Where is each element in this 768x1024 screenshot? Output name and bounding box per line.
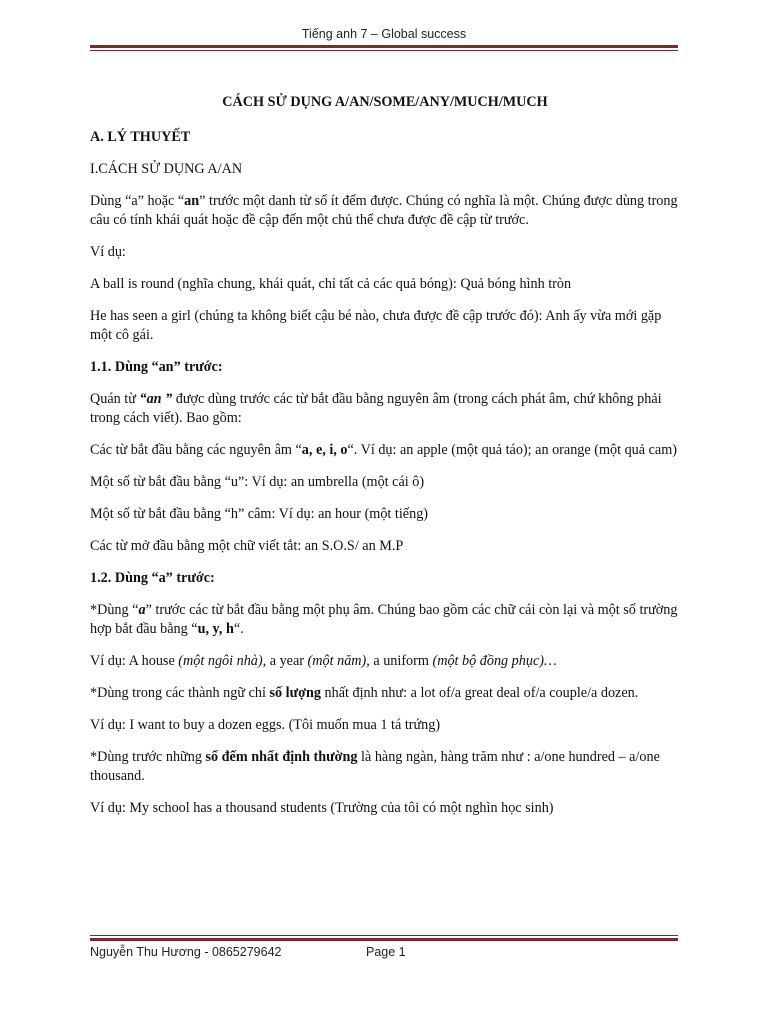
document-title: CÁCH SỬ DỤNG A/AN/SOME/ANY/MUCH/MUCH: [222, 94, 548, 110]
paragraph-9: Các từ mở đầu bằng một chữ viết tắt: an S.O.S/ an M.P: [90, 538, 404, 554]
text-run: ” trước các từ bắt đầu bằng một phụ âm. Chúng bao gồm các chữ cái còn lại và một số trường hợp bắt đầu bằng “: [90, 602, 678, 637]
bold-run: a, e, i, o: [301, 442, 348, 458]
paragraph-12: [90, 684, 680, 703]
text-run: ” trước một danh từ số ít đếm được. Chúng có nghĩa là một. Chúng được dùng trong câu có tính khái quát hoặc đề cập đến một chủ thể chưa được đề cập từ trước.: [90, 193, 678, 228]
italic-run: (một bộ đồng phục)…: [432, 653, 557, 669]
paragraph-11: [90, 652, 680, 671]
paragraph-15: Ví dụ: My school has a thousand students (Trường của tôi có một nghìn học sinh): [90, 800, 554, 816]
footer-author: Nguyễn Thu Hương - 0865279642: [90, 945, 282, 959]
section-heading-a: A. LÝ THUYẾT: [90, 129, 191, 145]
text-run: nhất định như: a lot of/a great deal of/a couple/a dozen.: [320, 685, 639, 701]
paragraph-4: He has seen a girl (chúng ta không biết cậu bé nào, chưa được đề cập trước đó): Anh ấy vừa mới gặp một cô gái.: [90, 308, 662, 343]
footer-divider: [90, 935, 678, 941]
subheading-1-1: 1.1. Dùng “an” trước:: [90, 359, 223, 375]
page-header: Tiếng anh 7 – Global success: [301, 27, 467, 41]
text-run: Ví dụ: A house: [90, 653, 179, 669]
text-run: *Dùng trong các thành ngữ chỉ: [90, 685, 270, 701]
paragraph-1: [90, 192, 680, 230]
paragraph-8: Một số từ bắt đầu bằng “h” câm: Ví dụ: an hour (một tiếng): [90, 506, 429, 522]
bold-run: số đếm nhất định thường: [205, 749, 358, 765]
text-run: Các từ bắt đầu bằng các nguyên âm “: [90, 442, 302, 458]
paragraph-10: [90, 601, 680, 639]
bold-run: u, y, h: [197, 621, 234, 637]
paragraph-13: Ví dụ: I want to buy a dozen eggs. (Tôi muốn mua 1 tá trứng): [90, 717, 441, 733]
paragraph-6: [90, 441, 680, 460]
subheading-1-2: 1.2. Dùng “a” trước:: [90, 570, 215, 586]
italic-run: (một năm): [307, 653, 367, 669]
bold-italic-run: “an ”: [139, 391, 173, 407]
header-divider: [90, 45, 678, 51]
bold-italic-run: a: [138, 602, 146, 618]
text-run: Quán từ: [90, 391, 140, 407]
document-body: [90, 93, 680, 831]
bold-run: số lượng: [269, 685, 321, 701]
text-run: được dùng trước các từ bắt đầu bằng nguyên âm (trong cách phát âm, chứ không phải trong cách viết). Bao gồm:: [90, 391, 662, 426]
text-run: , a uniform: [366, 653, 433, 669]
paragraph-7: Một số từ bắt đầu bằng “u”: Ví dụ: an umbrella (một cái ô): [90, 474, 425, 490]
text-run: Dùng “: [90, 193, 132, 209]
text-run: *Dùng “: [90, 602, 139, 618]
text-run: “. Ví dụ: an apple (một quả táo); an orange (một quả cam): [347, 442, 677, 458]
italic-run: (một ngôi nhà): [178, 653, 263, 669]
text-run: a: [131, 193, 138, 209]
bold-run: an: [184, 193, 200, 209]
paragraph-14: [90, 748, 680, 786]
paragraph-2: Ví dụ:: [90, 244, 126, 260]
text-run: “.: [233, 621, 244, 637]
paragraph-3: A ball is round (nghĩa chung, khái quát, chỉ tất cả các quả bóng): Quả bóng hình tròn: [90, 276, 572, 292]
text-run: là hàng ngàn, hàng trăm như : a/one hundred – a/one thousand.: [90, 749, 660, 784]
text-run: , a year: [262, 653, 308, 669]
section-heading-i: I.CÁCH SỬ DỤNG A/AN: [90, 161, 243, 177]
paragraph-5: [90, 390, 680, 428]
text-run: *Dùng trước những: [90, 749, 206, 765]
text-run: ” hoặc “: [137, 193, 185, 209]
page-number: Page 1: [366, 945, 406, 959]
